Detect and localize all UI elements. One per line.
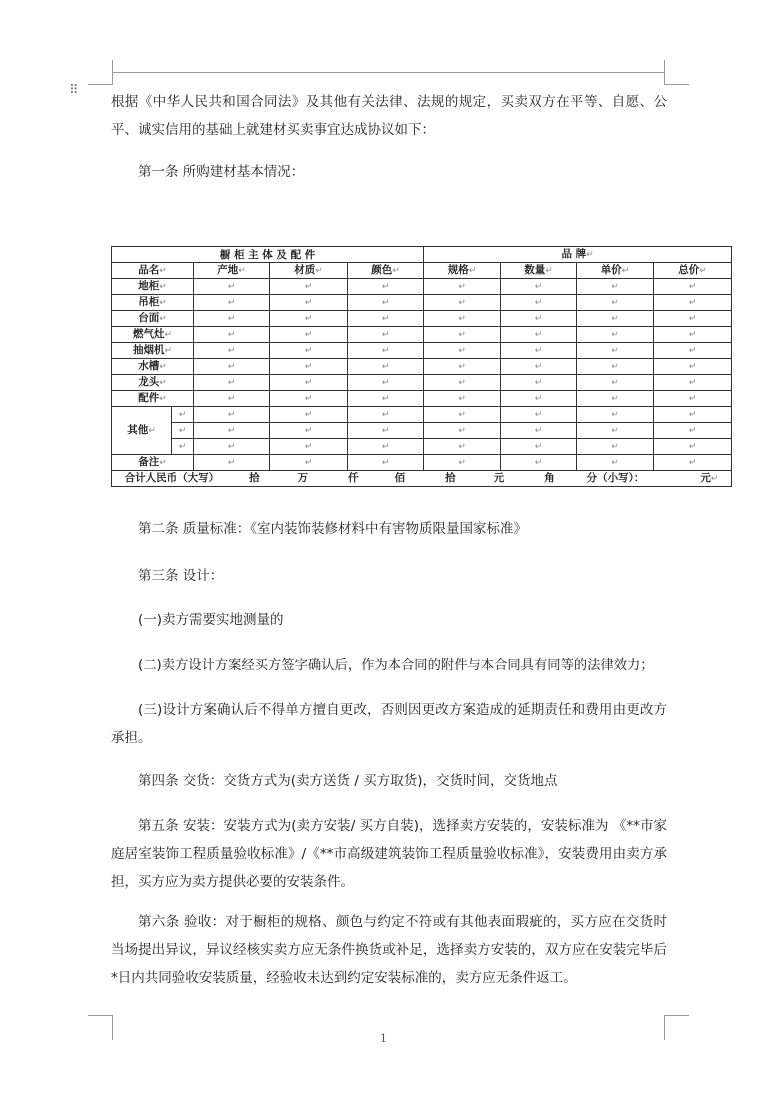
column-header-cell: [577, 263, 654, 279]
paragraph-mark-icon: ↵: [304, 282, 313, 292]
table-cell[interactable]: [194, 407, 270, 423]
column-header-cell: [270, 263, 348, 279]
item-name: 龙头: [138, 376, 160, 388]
paragraph-mark-icon: ↵: [227, 362, 236, 372]
table-cell[interactable]: [270, 327, 348, 343]
paragraph-mark-icon: ↵: [227, 378, 236, 388]
table-row: [112, 455, 732, 471]
table-header-row: [112, 263, 732, 279]
column-header-cell: [112, 263, 194, 279]
paragraph-mark-icon: ↵: [611, 410, 619, 420]
article3-item: (一)卖方需要实地测量的: [138, 612, 284, 628]
paragraph-mark-icon: ↵: [688, 378, 697, 388]
page-number: 1: [380, 1032, 387, 1045]
paragraph-mark-icon: ↵: [227, 314, 236, 324]
table-cell[interactable]: [424, 327, 501, 343]
table-cell[interactable]: [424, 295, 501, 311]
table-cell[interactable]: [501, 375, 577, 391]
paragraph-mark-icon: ↵: [381, 410, 390, 420]
page-corner-mark: [88, 60, 113, 85]
table-cell[interactable]: [577, 279, 654, 295]
table-cell[interactable]: [194, 295, 270, 311]
amount-unit: 元: [700, 472, 711, 484]
article5-block: [111, 812, 667, 896]
article4-paragraph: 第四条 交货：交货方式为(卖方送货 / 买方取货)，交货时间，交货地点: [138, 773, 558, 789]
paragraph-mark-icon: ↵: [699, 266, 707, 276]
paragraph-mark-icon: ↵: [458, 442, 466, 452]
item-name-cell: [112, 359, 194, 375]
paragraph-mark-icon: ↵: [227, 330, 236, 340]
table-cell[interactable]: [270, 359, 348, 375]
paragraph-mark-icon: ↵: [458, 314, 466, 324]
table-cell[interactable]: [577, 407, 654, 423]
table-cell[interactable]: [424, 455, 501, 471]
paragraph-mark-icon: ↵: [164, 330, 173, 340]
paragraph-mark-icon: ↵: [159, 362, 167, 372]
paragraph-mark-icon: ↵: [534, 282, 543, 292]
table-cell[interactable]: [172, 423, 194, 439]
column-header-label: 数量: [524, 264, 546, 276]
table-cell[interactable]: [270, 343, 348, 359]
table-cell[interactable]: [270, 295, 348, 311]
amount-unit: 万: [297, 472, 309, 484]
paragraph-mark-icon: ↵: [534, 298, 543, 308]
column-header-label: 规格: [447, 264, 469, 276]
table-cell[interactable]: [501, 279, 577, 295]
column-header-label: 颜色: [371, 264, 393, 276]
paragraph-mark-icon: ↵: [688, 442, 697, 452]
table-cell[interactable]: [172, 439, 194, 455]
table-cell[interactable]: [501, 391, 577, 407]
table-cell[interactable]: [501, 407, 577, 423]
table-cell[interactable]: [194, 439, 270, 455]
item-name: 燃气灶: [132, 328, 165, 340]
intro-paragraph: 根据《中华人民共和国合同法》及其他有关法律、法规的规定，买卖双方在平等、自愿、公平、诚实信用的基础上就建材买卖事宜达成协议如下：: [111, 94, 667, 138]
paragraph-mark-icon: ↵: [458, 458, 466, 468]
table-cell[interactable]: [654, 311, 732, 327]
table-cell[interactable]: [501, 343, 577, 359]
paragraph-mark-icon: ↵: [534, 314, 543, 324]
paragraph-mark-icon: ↵: [304, 346, 313, 356]
header-line: [112, 72, 664, 73]
table-cell[interactable]: [194, 391, 270, 407]
paragraph-mark-icon: ↵: [227, 442, 236, 452]
item-name-cell: [112, 391, 194, 407]
paragraph-mark-icon: ↵: [458, 330, 466, 340]
paragraph-mark-icon: ↵: [458, 282, 466, 292]
article5-paragraph: 第五条 安装：安装方式为(卖方安装/ 买方自装)，选择卖方安装的，安装标准为 《**市家庭居室装饰工程质量验收标准》/《**市高级建筑装饰工程质量验收标准》，安装费用由卖方承担，买方应为卖方提供必要的安装条件。: [111, 818, 667, 890]
paragraph-mark-icon: ↵: [688, 298, 697, 308]
paragraph-mark-icon: ↵: [611, 346, 619, 356]
paragraph-mark-icon: ↵: [534, 362, 543, 372]
paragraph-mark-icon: ↵: [227, 458, 236, 468]
article3-item: (三)设计方案确认后不得单方擅自更改，否则因更改方案造成的延期责任和费用由更改方承担。: [111, 702, 667, 746]
paragraph-mark-icon: ↵: [688, 330, 697, 340]
article3-item: (二)卖方设计方案经买方签字确认后，作为本合同的附件与本合同具有同等的法律效力；: [138, 658, 654, 673]
materials-table: [111, 246, 732, 487]
paragraph-mark-icon: ↵: [381, 330, 390, 340]
table-cell[interactable]: [194, 423, 270, 439]
paragraph-mark-icon: ↵: [304, 378, 313, 388]
table-row: [112, 423, 732, 439]
table-cell[interactable]: [270, 423, 348, 439]
table-cell[interactable]: [424, 423, 501, 439]
table-cell[interactable]: [194, 343, 270, 359]
item-name-cell: [112, 279, 194, 295]
other-label-cell: [112, 407, 172, 455]
paragraph-mark-icon: ↵: [304, 442, 313, 452]
table-cell[interactable]: [654, 439, 732, 455]
amount-unit: 仟: [348, 472, 359, 484]
paragraph-mark-icon: ↵: [159, 394, 167, 404]
item-name: 地柜: [138, 280, 160, 292]
paragraph-mark-icon: ↵: [468, 266, 477, 276]
table-cell[interactable]: [348, 391, 424, 407]
paragraph-mark-icon: ↵: [227, 410, 236, 420]
table-cell[interactable]: [577, 359, 654, 375]
brand-header-cell: [424, 247, 732, 263]
paragraph-mark-icon: ↵: [159, 378, 167, 388]
table-cell[interactable]: [577, 455, 654, 471]
table-cell[interactable]: [194, 311, 270, 327]
paragraph-mark-icon: ↵: [381, 282, 390, 292]
item-name-cell: [112, 343, 194, 359]
table-cell[interactable]: [654, 407, 732, 423]
table-cell[interactable]: [424, 407, 501, 423]
table-cell[interactable]: [577, 327, 654, 343]
paragraph-mark-icon: ↵: [178, 442, 187, 452]
page-corner-mark: [88, 1015, 113, 1040]
table-cell[interactable]: [654, 359, 732, 375]
table-cell[interactable]: [424, 391, 501, 407]
table-cell[interactable]: [424, 439, 501, 455]
table-cell[interactable]: [577, 295, 654, 311]
table-cell[interactable]: [348, 343, 424, 359]
table-cell[interactable]: [424, 359, 501, 375]
paragraph-mark-icon: ↵: [534, 330, 543, 340]
table-row: [112, 407, 732, 423]
paragraph-mark-icon: ↵: [304, 394, 313, 404]
table-cell[interactable]: [577, 343, 654, 359]
other-label: 其他: [127, 424, 149, 436]
article3-item-2-block: [111, 652, 667, 680]
paragraph-mark-icon: ↵: [381, 314, 390, 324]
paragraph-mark-icon: ↵: [458, 346, 466, 356]
table-row: [112, 439, 732, 455]
table-cell[interactable]: [577, 423, 654, 439]
paragraph-mark-icon: ↵: [304, 362, 313, 372]
table-cell[interactable]: [654, 327, 732, 343]
paragraph-mark-icon: ↵: [688, 426, 697, 436]
table-cell[interactable]: [577, 391, 654, 407]
paragraph-mark-icon: ↵: [381, 458, 390, 468]
paragraph-mark-icon: ↵: [381, 426, 390, 436]
item-name: 台面: [138, 312, 160, 324]
amount-unit: 角: [544, 472, 555, 484]
column-header-cell: [424, 263, 501, 279]
table-cell[interactable]: [424, 311, 501, 327]
item-name-cell: [112, 295, 194, 311]
paragraph-mark-icon: ↵: [159, 282, 167, 292]
paragraph-mark-icon: ↵: [148, 426, 156, 436]
paragraph-mark-icon: ↵: [534, 426, 543, 436]
paragraph-mark-icon: ↵: [227, 426, 236, 436]
table-cell[interactable]: [194, 359, 270, 375]
paragraph-mark-icon: ↵: [381, 362, 390, 372]
table-cell[interactable]: [577, 375, 654, 391]
article4-block: [111, 767, 667, 795]
article3-item-3-block: [111, 696, 667, 752]
table-row: [112, 311, 732, 327]
item-name-cell: [112, 311, 194, 327]
paragraph-mark-icon: ↵: [458, 410, 466, 420]
paragraph-mark-icon: ↵: [315, 266, 323, 276]
table-cell[interactable]: [654, 343, 732, 359]
paragraph-mark-icon: ↵: [227, 282, 236, 292]
paragraph-mark-icon: ↵: [178, 410, 187, 420]
paragraph-mark-icon: ↵: [304, 410, 313, 420]
paragraph-mark-icon: ↵: [688, 394, 697, 404]
article1-heading: 第一条 所购建材基本情况：: [138, 164, 305, 180]
paragraph-mark-icon: ↵: [611, 426, 619, 436]
table-cell[interactable]: [577, 439, 654, 455]
article3-item-1-block: [111, 606, 667, 634]
paragraph-mark-icon: ↵: [611, 282, 619, 292]
table-row: [112, 327, 732, 343]
table-cell[interactable]: [501, 439, 577, 455]
paragraph-mark-icon: ↵: [586, 250, 594, 260]
paragraph-mark-icon: ↵: [304, 298, 313, 308]
paragraph-mark-icon: ↵: [458, 378, 466, 388]
table-cell[interactable]: [424, 279, 501, 295]
article2-block: [111, 515, 667, 543]
paragraph-mark-icon: ↵: [545, 266, 553, 276]
total-row: [112, 471, 732, 487]
drag-handle-icon[interactable]: ⠿: [69, 83, 78, 98]
paragraph-mark-icon: ↵: [611, 330, 619, 340]
amount-unit: 拾: [445, 472, 456, 484]
table-cell[interactable]: [270, 391, 348, 407]
table-cell[interactable]: [348, 295, 424, 311]
item-name-cell: [112, 327, 194, 343]
total-cell[interactable]: [112, 471, 732, 487]
remark-label-cell: [112, 455, 194, 471]
table-row: [112, 359, 732, 375]
paragraph-mark-icon: ↵: [238, 266, 246, 276]
paragraph-mark-icon: ↵: [611, 394, 619, 404]
item-name: 吊柜: [138, 296, 160, 308]
page-corner-mark: [664, 60, 689, 85]
brand-header-label: 品 牌: [561, 248, 587, 260]
column-header-cell: [348, 263, 424, 279]
paragraph-mark-icon: ↵: [534, 378, 543, 388]
amount-unit: 佰: [394, 472, 406, 484]
intro-block: [111, 88, 667, 144]
table-cell[interactable]: [654, 295, 732, 311]
table-cell[interactable]: [194, 279, 270, 295]
table-cell[interactable]: [348, 311, 424, 327]
paragraph-mark-icon: ↵: [381, 442, 390, 452]
table-cell[interactable]: [501, 359, 577, 375]
paragraph-mark-icon: ↵: [611, 314, 619, 324]
paragraph-mark-icon: ↵: [304, 314, 313, 324]
article6-paragraph: 第六条 验收：对于橱柜的规格、颜色与约定不符或有其他表面瑕疵的，买方应在交货时当场提出异议，异议经核实卖方应无条件换货或补足，选择卖方安装的，双方应在安装完毕后*日内共同验收安装质量，经验收未达到约定安装标准的，卖方应无条件返工。: [111, 914, 667, 986]
item-name: 配件: [138, 392, 160, 404]
paragraph-mark-icon: ↵: [621, 266, 630, 276]
table-cell[interactable]: [348, 327, 424, 343]
paragraph-mark-icon: ↵: [392, 266, 400, 276]
table-cell[interactable]: [348, 439, 424, 455]
page-corner-mark: [664, 1015, 689, 1040]
table-cell[interactable]: [194, 455, 270, 471]
table-cell[interactable]: [501, 455, 577, 471]
table-cell[interactable]: [654, 279, 732, 295]
table-cell[interactable]: [348, 375, 424, 391]
article2-paragraph: 第二条 质量标准：《室内装饰装修材料中有害物质限量国家标准》: [138, 521, 528, 537]
paragraph-mark-icon: ↵: [178, 426, 187, 436]
table-cell[interactable]: [270, 455, 348, 471]
paragraph-mark-icon: ↵: [159, 314, 167, 324]
table-row: [112, 279, 732, 295]
paragraph-mark-icon: ↵: [159, 458, 167, 468]
paragraph-mark-icon: ↵: [688, 410, 697, 420]
paragraph-mark-icon: ↵: [458, 394, 466, 404]
paragraph-mark-icon: ↵: [688, 458, 697, 468]
item-name: 水槽: [138, 360, 160, 372]
item-name: 抽烟机: [132, 344, 165, 356]
table-row: [112, 343, 732, 359]
table-cell[interactable]: [577, 311, 654, 327]
table-cell[interactable]: [348, 407, 424, 423]
paragraph-mark-icon: ↵: [688, 282, 697, 292]
article3-block: [111, 562, 667, 590]
table-cell[interactable]: [270, 311, 348, 327]
column-header-label: 材质: [294, 264, 316, 276]
paragraph-mark-icon: ↵: [458, 426, 466, 436]
table-cell[interactable]: [654, 455, 732, 471]
table-cell[interactable]: [348, 359, 424, 375]
paragraph-mark-icon: ↵: [458, 362, 466, 372]
table-cell[interactable]: [172, 407, 194, 423]
paragraph-mark-icon: ↵: [227, 346, 236, 356]
paragraph-mark-icon: ↵: [381, 394, 390, 404]
column-header-label: 产地: [217, 264, 239, 276]
table-cell[interactable]: [270, 407, 348, 423]
paragraph-mark-icon: ↵: [164, 346, 173, 356]
table-row: [112, 391, 732, 407]
table-cell[interactable]: [194, 327, 270, 343]
column-header-cell: [501, 263, 577, 279]
amount-unit: 拾: [249, 472, 260, 484]
group-header-label: 橱 柜 主 体 及 配 件: [219, 248, 316, 261]
paragraph-mark-icon: ↵: [159, 298, 167, 308]
amount-unit: 元: [493, 472, 505, 484]
article3-heading: 第三条 设计：: [138, 568, 224, 584]
column-header-label: 单价: [600, 264, 622, 276]
table-cell[interactable]: [348, 279, 424, 295]
table-cell[interactable]: [270, 439, 348, 455]
paragraph-mark-icon: ↵: [159, 266, 167, 276]
paragraph-mark-icon: ↵: [611, 442, 619, 452]
table-cell[interactable]: [501, 295, 577, 311]
table-cell[interactable]: [424, 343, 501, 359]
table-cell[interactable]: [348, 423, 424, 439]
paragraph-mark-icon: ↵: [688, 314, 697, 324]
paragraph-mark-icon: ↵: [688, 362, 697, 372]
column-header-label: 品名: [138, 264, 160, 276]
amount-unit: 分（小写）：: [586, 472, 645, 484]
paragraph-mark-icon: ↵: [534, 346, 543, 356]
article6-block: [111, 908, 667, 992]
total-label: 合计人民币（大写）: [124, 472, 220, 484]
group-header-cell: [112, 247, 424, 263]
table-cell[interactable]: [654, 375, 732, 391]
paragraph-mark-icon: ↵: [534, 410, 543, 420]
table-cell[interactable]: [501, 327, 577, 343]
table-cell[interactable]: [194, 375, 270, 391]
paragraph-mark-icon: ↵: [458, 298, 466, 308]
paragraph-mark-icon: ↵: [227, 298, 236, 308]
remark-label: 备注: [138, 456, 160, 468]
item-name-cell: [112, 375, 194, 391]
article1-block: [111, 158, 667, 186]
table-cell[interactable]: [501, 423, 577, 439]
table-cell[interactable]: [654, 391, 732, 407]
paragraph-mark-icon: ↵: [611, 362, 619, 372]
paragraph-mark-icon: ↵: [227, 394, 236, 404]
paragraph-mark-icon: ↵: [304, 426, 313, 436]
paragraph-mark-icon: ↵: [534, 442, 543, 452]
table-cell[interactable]: [501, 311, 577, 327]
paragraph-mark-icon: ↵: [381, 378, 390, 388]
column-header-cell: [654, 263, 732, 279]
paragraph-mark-icon: ↵: [611, 458, 619, 468]
paragraph-mark-icon: ↵: [534, 394, 543, 404]
paragraph-mark-icon: ↵: [710, 474, 719, 484]
table-row: [112, 295, 732, 311]
table-header-row: [112, 247, 732, 263]
paragraph-mark-icon: ↵: [688, 346, 697, 356]
paragraph-mark-icon: ↵: [304, 458, 313, 468]
paragraph-mark-icon: ↵: [611, 298, 619, 308]
table-cell[interactable]: [424, 375, 501, 391]
paragraph-mark-icon: ↵: [534, 458, 543, 468]
paragraph-mark-icon: ↵: [304, 330, 313, 340]
table-cell[interactable]: [270, 279, 348, 295]
paragraph-mark-icon: ↵: [611, 378, 619, 388]
table-row: [112, 375, 732, 391]
table-cell[interactable]: [270, 375, 348, 391]
column-header-label: 总价: [678, 264, 700, 276]
paragraph-mark-icon: ↵: [381, 298, 390, 308]
table-cell[interactable]: [348, 455, 424, 471]
paragraph-mark-icon: ↵: [381, 346, 390, 356]
column-header-cell: [194, 263, 270, 279]
table-cell[interactable]: [654, 423, 732, 439]
